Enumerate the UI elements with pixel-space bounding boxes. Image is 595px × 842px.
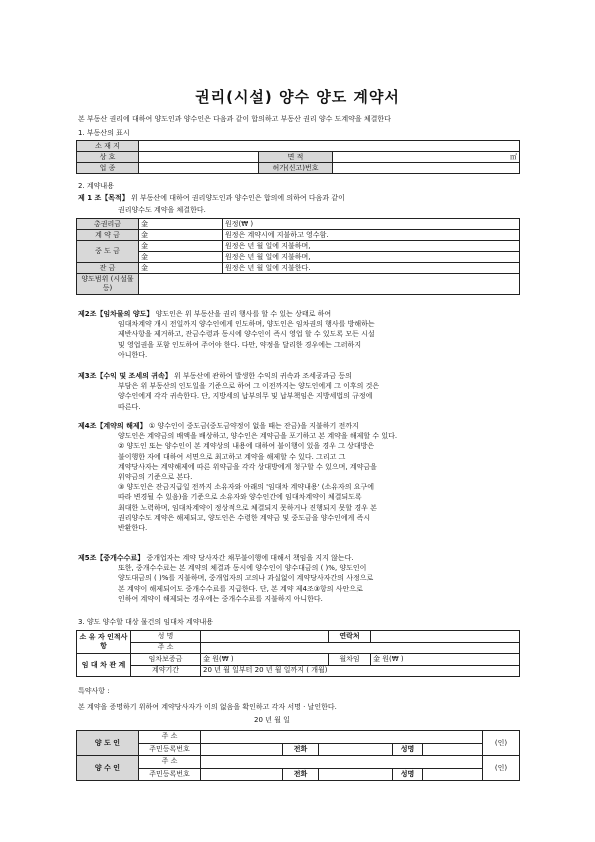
buyer-seal: (인): [483, 756, 520, 781]
owner-name-value: [201, 631, 329, 643]
buyer-label: 양 수 인: [77, 756, 139, 781]
seller-id-label: 주민등록번호: [139, 743, 201, 756]
article1-text2: 권리양수도 계약을 체결한다.: [118, 206, 206, 214]
article2-head: 제2조【임차물의 양도】: [78, 310, 154, 318]
period-label: 계약기간: [131, 665, 201, 677]
balance-note: 원정은 년 월 일에 지불한다.: [223, 263, 520, 274]
deposit-label: 계 약 금: [77, 230, 139, 241]
permit-value: [333, 163, 520, 174]
seller-phone-value: [319, 743, 393, 756]
article4-line: ① 양수인이 중도금(중도금약정이 없을 때는 잔금)을 지불하기 전까지: [148, 422, 359, 430]
owner-phone-label: 연락처: [329, 631, 371, 643]
article4-line: 권리양수도 계약은 해제되고, 양도인은 수령한 계약금 및 중도금을 양수인에게 즉시: [118, 513, 371, 522]
article3-line: 양수인에게 각각 귀속한다. 단, 지방세의 납부의무 및 납부책임은 지방세법의 규정에: [118, 392, 373, 401]
article5-line: 양도대금의 ( )%를 지불하며, 중개업자의 고의나 과실없이 계약당사자간의 사정으로: [118, 574, 374, 583]
article4-line: ② 양도인 또는 양수인이 본 계약상의 내용에 대하여 불이행이 있을 경우 그 상대방은: [118, 442, 375, 451]
article3-head: 제3조【수익 및 조세의 귀속】: [78, 372, 172, 380]
rent-value: 金 원(₩ ): [371, 654, 520, 666]
section1-heading: 1. 부동산의 표시: [78, 129, 130, 137]
special-terms: 특약사항 :: [78, 687, 110, 695]
article3-line: 따른다.: [118, 402, 141, 411]
period-value: 20 년 월 일부터 20 년 월 일까지 ( 개월): [201, 665, 520, 677]
article1-text: 위 부동산에 대하여 권리양도인과 양수인은 합의에 의하여 다음과 같이: [131, 194, 345, 202]
article3-line: 위 부동산에 관하여 발생한 수익의 귀속과 조세공과금 등의: [174, 372, 352, 380]
deposit-note: 원정은 계약시에 지불하고 영수함.: [223, 230, 520, 241]
buyer-addr-value: [201, 756, 483, 769]
seller-addr-value: [201, 731, 483, 744]
total-amount: 金: [139, 219, 223, 230]
mid2-amount: 金: [139, 252, 223, 263]
scope-value: [139, 274, 520, 295]
article5-head: 제5조【중개수수료】: [78, 554, 145, 562]
owner-name-label: 성 명: [131, 631, 201, 643]
balance-amount: 金: [139, 263, 223, 274]
mid-label: 중 도 금: [77, 241, 139, 263]
buyer-phone-value: [319, 768, 393, 781]
business-value: [139, 163, 259, 174]
buyer-phone-label: 전화: [283, 768, 319, 781]
total-note: 원정(₩ ): [223, 219, 520, 230]
article4-line: 불이행한 자에 대하여 서면으로 최고하고 계약을 해제할 수 있다. 그리고 그: [118, 452, 346, 461]
buyer-name-label: 성명: [393, 768, 423, 781]
business-label: 업 종: [77, 163, 139, 174]
seller-seal: (인): [483, 731, 520, 756]
name-value: [139, 152, 259, 163]
location-value: [139, 141, 520, 152]
article2-line: 임대차계약 개시 전일까지 양수인에게 인도하며, 양도인은 임차권의 행사를 방해하는: [118, 320, 375, 329]
article5-line: 인하여 계약이 해제되는 경우에는 중개수수료를 지불하지 아니한다.: [118, 594, 323, 603]
seller-id-value: [201, 743, 283, 756]
article2: [78, 309, 528, 360]
seller-addr-label: 주 소: [139, 731, 201, 744]
lease-deposit-label: 임차보증금: [131, 654, 201, 666]
location-label: 소 재 지: [77, 141, 139, 152]
article2-line: 양도인은 위 부동산을 권리 행사를 할 수 있는 상태로 하여: [155, 310, 332, 318]
article3: [78, 371, 528, 412]
mid1-amount: 金: [139, 241, 223, 252]
article2-line: 제반사항을 제거하고, 잔금수령과 동시에 양수인이 즉시 영업 할 수 있도록 모든 시설: [118, 330, 375, 339]
article5: [78, 553, 528, 604]
deposit-amount: 金: [139, 230, 223, 241]
intro-text: 본 부동산 권리에 대하여 양도인과 양수인은 다음과 같이 합의하고 부동산 권리 양수 도계약을 체결한다: [78, 115, 391, 123]
mid1-note: 원정은 년 월 일에 지불하며,: [223, 241, 520, 252]
lease-table: [76, 630, 520, 677]
section2-heading: 2. 계약내용: [78, 182, 114, 190]
article5-line: 또한, 중개수수료는 본 계약의 체결과 동시에 양수인이 양수대금의 ( )%, 양도인이: [118, 564, 367, 573]
area-label: 면 적: [259, 152, 333, 163]
seller-name-value: [423, 743, 483, 756]
article2-line: 아니한다.: [118, 350, 148, 359]
balance-label: 잔 금: [77, 263, 139, 274]
name-label: 상 호: [77, 152, 139, 163]
owner-addr-value: [201, 642, 520, 654]
area-unit: ㎡: [333, 152, 520, 163]
lease-deposit-value: 金 원(₩ ): [201, 654, 329, 666]
owner-phone-value: [371, 631, 520, 643]
article4: [78, 421, 528, 533]
payment-table: [76, 218, 520, 295]
article5-line: 중개업자는 계약 당사자간 채무불이행에 대해서 책임을 지지 않는다.: [146, 554, 354, 562]
article4-line: 최대한 노력하며, 임대차계약이 정상적으로 체결되지 못하거나 진행되지 못할 경우 본: [118, 503, 377, 512]
seller-phone-label: 전화: [283, 743, 319, 756]
permit-label: 허가(신고)번호: [259, 163, 333, 174]
total-label: 총권리금: [77, 219, 139, 230]
article5-line: 본 계약이 해제되어도 중개수수료를 지급한다. 단, 본 계약 제4조③항의 사안으로: [118, 584, 363, 593]
article4-head: 제4조【계약의 해제】: [78, 422, 147, 430]
buyer-name-value: [423, 768, 483, 781]
date-line: 20 년 월 일: [254, 716, 290, 724]
owner-addr-label: 주 소: [131, 642, 201, 654]
parties-table: [76, 730, 520, 781]
article1-title: 제 1 조【목적】: [78, 194, 129, 202]
section3-heading: 3. 양도 양수할 대상 물건의 임대차 계약내용: [78, 618, 213, 626]
buyer-id-label: 주민등록번호: [139, 768, 201, 781]
seller-label: 양 도 인: [77, 731, 139, 756]
closing-text: 본 계약을 증명하기 위하여 계약당사자가 이의 없음을 확인하고 각자 서명 · 날인한다.: [78, 703, 337, 711]
article2-line: 및 영업권을 포함 인도하여 주어야 한다. 다만, 약정을 달리한 경우에는 그러하지: [118, 340, 362, 349]
article1: [78, 194, 345, 203]
article4-line: ③ 양도인은 잔금지급일 전까지 소유자와 아래의 '임대차 계약내용' (소유자의 요구에: [118, 483, 375, 492]
article4-line: 계약당사자는 계약해제에 따른 위약금을 각각 상대방에게 청구할 수 있으며, 계약금을: [118, 462, 377, 471]
mid2-note: 원정은 년 월 일에 지불하며,: [223, 252, 520, 263]
article4-line: 양도인은 계약금의 배액을 배상하고, 양수인은 계약금을 포기하고 본 계약을 해제할 수 있다.: [118, 432, 398, 441]
owner-label: 소 유 자 인적사항: [77, 631, 131, 654]
buyer-id-value: [201, 768, 283, 781]
property-table: [76, 140, 520, 174]
article3-line: 부담은 위 부동산의 인도일을 기준으로 하여 그 이전까지는 양도인에게 그 이후의 것은: [118, 382, 380, 391]
seller-name-label: 성명: [393, 743, 423, 756]
article4-line: 따라 변경될 수 있음)을 기준으로 소유자와 양수인간에 임대차계약이 체결되도록: [118, 493, 362, 502]
lease-label: 임 대 차 관 계: [77, 654, 131, 677]
rent-label: 월차임: [329, 654, 371, 666]
article4-line: 위약금의 기준으로 본다.: [118, 473, 193, 482]
article4-line: 반환한다.: [118, 524, 148, 533]
scope-label: 양도범위 (시설물등): [77, 274, 139, 295]
buyer-addr-label: 주 소: [139, 756, 201, 769]
document-title: 권리(시설) 양수 양도 계약서: [195, 88, 400, 106]
